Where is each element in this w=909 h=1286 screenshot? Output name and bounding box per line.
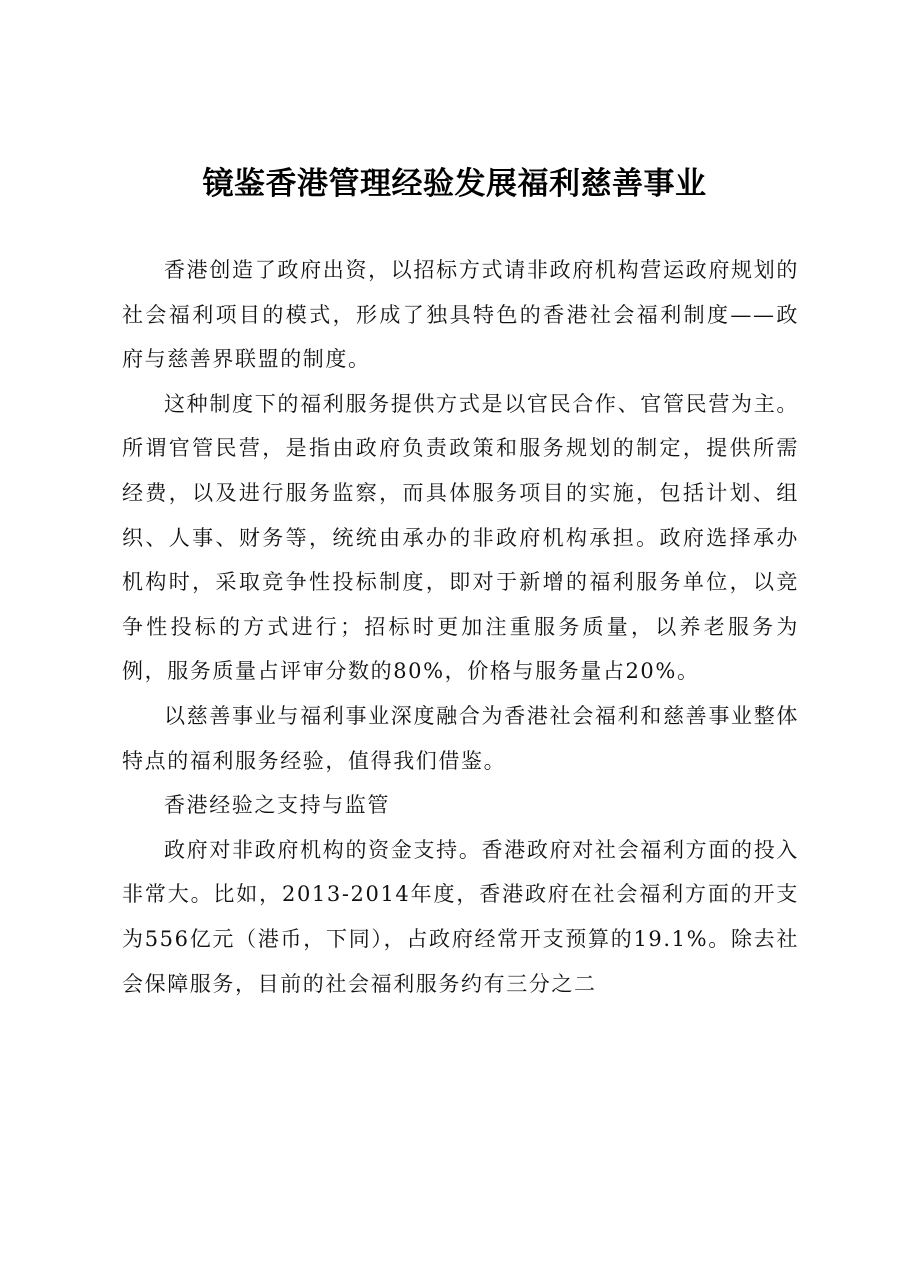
paragraph-lesson: 以慈善事业与福利事业深度融合为香港社会福利和慈善事业整体特点的福利服务经验，值得我们借鉴。 bbox=[122, 703, 799, 773]
paragraph-intro: 香港创造了政府出资，以招标方式请非政府机构营运政府规划的社会福利项目的模式，形成了独具特色的香港社会福利制度——政府与慈善界联盟的制度。 bbox=[122, 258, 799, 372]
section-heading-support-supervision: 香港经验之支持与监管 bbox=[164, 793, 390, 818]
paragraph-service-model: 这种制度下的福利服务提供方式是以官民合作、官管民营为主。所谓官管民营，是指由政府负责政策和服务规划的制定，提供所需经费，以及进行服务监察，而具体服务项目的实施，包括计划、组织、人事、财务等，统统由承办的非政府机构承担。政府选择承办机构时，采取竞争性投标制度，即对于新增的福利服务单位，以竞争性投标的方式进行；招标时更加注重服务质量，以养老服务为例，服务质量占评审分数的80%，价格与服务量占20%。 bbox=[122, 391, 799, 684]
document-title: 镜鉴香港管理经验发展福利慈善事业 bbox=[202, 166, 707, 202]
document-body bbox=[122, 248, 799, 1006]
paragraph-funding: 政府对非政府机构的资金支持。香港政府对社会福利方面的投入非常大。比如，2013-2014年度，香港政府在社会福利方面的开支为556亿元（港币，下同），占政府经常开支预算的19.1%。除去社会保障服务，目前的社会福利服务约有三分之二 bbox=[122, 837, 799, 996]
